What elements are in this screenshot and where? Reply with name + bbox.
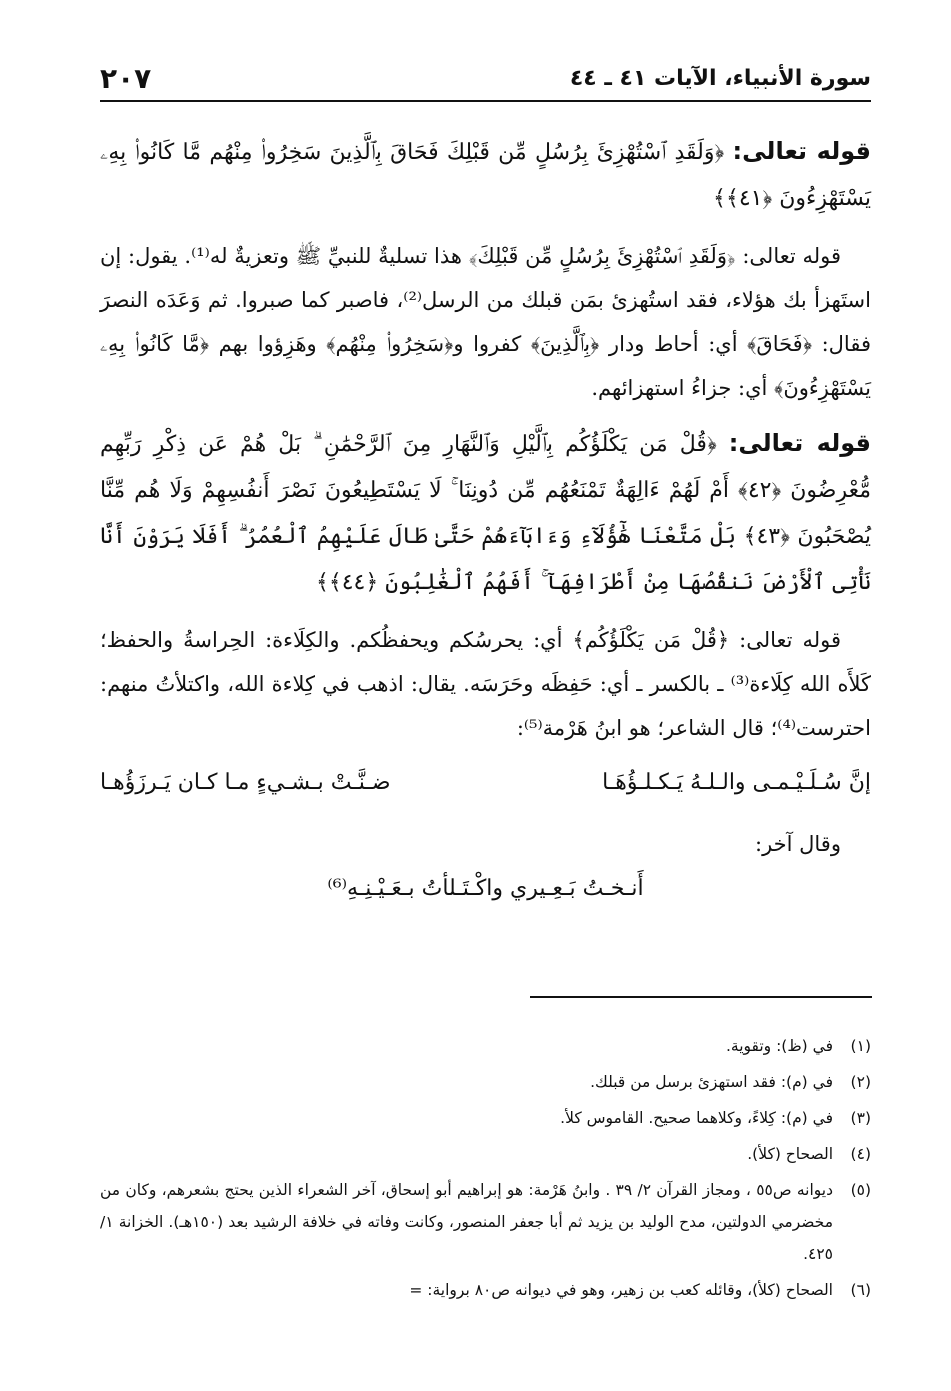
footnote-number: (٤) <box>850 1145 871 1163</box>
quran-verses-42-44 <box>100 420 871 606</box>
footnote-text: في (م): فقد استهزئ برسل من قبلك. <box>590 1073 833 1091</box>
half-verse: أَنـخـتُ بَـعِـيري واكْـتَـلأتُ بـعَـيْـنِـهِ⁽⁶⁾ <box>327 876 644 901</box>
footnote-text: ديوانه ص٥٥ ، ومجاز القرآن ٢/ ٣٩ . وابنُ هَرْمة: هو إبراهيم أبو إسحاق، آخر الشعراء الذين يحتج بشعرهم، وكان من مخضرمي الدولتين، مدح الوليد بن يزيد ثم أبا جعفر المنصور، وكانت وفاته في خلافة الرشيد بعد (١٥٠هـ). الخزانة ١/ ٤٢٥. <box>100 1181 834 1263</box>
poetry-verse <box>100 760 871 806</box>
footnote-text: في (م): كِلاءً، وكلاهما صحيح. القاموس كلأ. <box>560 1109 833 1127</box>
page-number: ٢٠٧ <box>100 62 152 95</box>
footnote <box>100 1102 871 1134</box>
footnote <box>100 1274 871 1306</box>
page-header <box>100 62 871 102</box>
footnote <box>100 1174 871 1270</box>
footnote-number: (٢) <box>850 1073 871 1091</box>
footnote-number: (١) <box>850 1037 871 1055</box>
verse-text: ﴿وَلَقَدِ ٱسْتُهْزِئَ بِرُسُلٍ مِّن قَبْلِكَ فَحَاقَ بِٱلَّذِينَ سَخِرُوا۟ مِنْهُم مَّا كَانُوا۟ بِهِۦ يَسْتَهْزِءُونَ ﴿٤١﴾﴾ <box>100 140 871 211</box>
footnote-number: (٥) <box>850 1181 872 1199</box>
footnote-text: الصحاح (كلأ)، وقائله كعب بن زهير، وهو في ديوانه ص٨٠ برواية: = <box>409 1281 833 1299</box>
another-poet-intro: وقال آخر: <box>755 832 841 856</box>
footnote-text: الصحاح (كلأ). <box>747 1145 833 1163</box>
footnote <box>100 1138 871 1170</box>
header-rule <box>100 100 871 102</box>
running-title: سورة الأنبياء، الآيات ٤١ ـ ٤٤ <box>569 66 871 91</box>
verse-lead: قوله تعالى: <box>728 429 871 457</box>
commentary-42: قوله تعالى: ﴿قُلْ مَن يَكْلَؤُكُم﴾ أي: يحرسُكم ويحفظُكم. والكِلَاءة: الحِراسةُ والحفظ؛ كَلأَه الله كِلَاءة⁽³⁾ ـ بالكسر ـ أي: حَفِظَه وحَرَسَه. يقال: اذهب في كِلاءة الله، واكتلأتُ منهم: احترست⁽⁴⁾؛ قال الشاعر؛ هو ابنُ هَرْمة⁽⁵⁾: <box>100 628 871 740</box>
verse-text: ﴿قُلْ مَن يَكْلَؤُكُم بِٱلَّيْلِ وَٱلنَّهَارِ مِنَ ٱلرَّحْمَٰنِ ۗ بَلْ هُمْ عَن ذِكْرِ رَبِّهِم مُّعْرِضُونَ ﴿٤٢﴾ أَمْ لَهُمْ ءَالِهَةٌ تَمْنَعُهُم مِّن دُونِنَا ۚ لَا يَسْتَطِيعُونَ نَصْرَ أَنفُسِهِمْ وَلَا هُم مِّنَّا يُصْحَبُونَ ﴿٤٣﴾ بَلْ مَتَّعْنَا هَٰٓؤُلَآءِ وَءَابَآءَهُمْ حَتَّىٰ طَالَ عَلَيْهِمُ ٱلْعُمُرُ ۗ أَفَلَا يَرَوْنَ أَنَّا نَأْتِى ٱلْأَرْضَ نَنقُصُهَا مِنْ أَطْرَافِهَآ ۚ أَفَهُمُ ٱلْغَٰلِبُونَ ﴿٤٤﴾﴾ <box>100 432 871 595</box>
footnote <box>100 1066 871 1098</box>
footnote-text: في (ظ): وتقوية. <box>725 1037 833 1055</box>
footnote <box>100 1030 871 1062</box>
second-hemistich: ضـنَّـتْ بـشـيءٍ مـا كـان يَـرزَؤُهـا <box>100 770 391 795</box>
commentary-41: قوله تعالى: ﴿وَلَقَدِ ٱسْتُهْزِئَ بِرُسُلٍ مِّن قَبْلِكَ﴾ هذا تسليةٌ للنبيِّ ﷺ وتعزيةٌ له⁽¹⁾. يقول: إن استَهزأ بك هؤلاء، فقد استُهزئ بمَن قبلك من الرسل⁽²⁾، فاصبر كما صبروا. ثم وَعَدَه النصرَ فقال: ﴿فَحَاقَ﴾ أي: أحاط ودار ﴿بِٱلَّذِينَ﴾ كفروا و﴿سَخِرُوا۟ مِنْهُم﴾ وهَزِؤوا بهم ﴿مَّا كَانُوا۟ بِهِۦ يَسْتَهْزِءُونَ﴾ أي: جزاءُ استهزائهم. <box>100 244 871 400</box>
first-hemistich: إنَّ سُـلَـيْـمـى والـلـهُ يَـكـلـؤُهَـا <box>602 770 871 795</box>
main-text <box>100 128 871 901</box>
verse-lead: قوله تعالى: <box>732 137 871 165</box>
footnote-number: (٣) <box>850 1109 871 1127</box>
quran-verse-41 <box>100 128 871 222</box>
footnote-number: (٦) <box>850 1281 871 1299</box>
footnote-rule <box>530 996 872 998</box>
footnotes <box>100 1030 871 1310</box>
